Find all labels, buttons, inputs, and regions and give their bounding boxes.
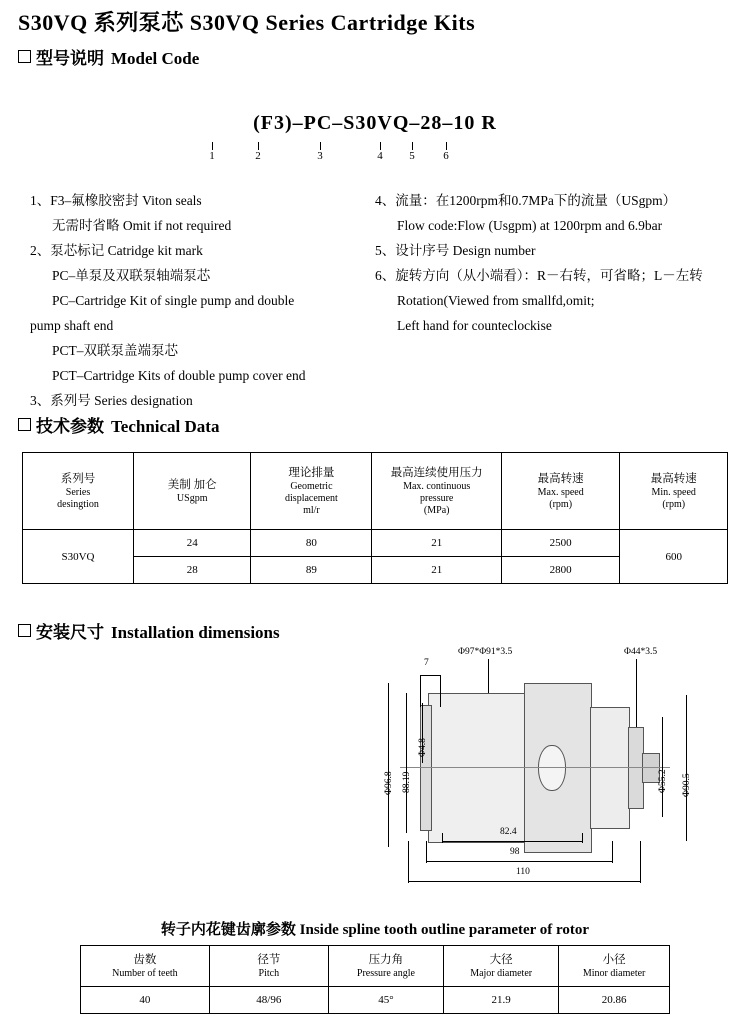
dim-line-824 — [442, 841, 582, 842]
note-line: Flow code:Flow (Usgpm) at 1200rpm and 6.9bar — [397, 218, 663, 233]
cell-pressure: 21 — [372, 530, 501, 557]
note-line: 4、流量：在1200rpm和0.7MPa下的流量（USgpm） — [375, 193, 677, 208]
th-teeth-cn: 齿数 — [133, 953, 157, 966]
section-technical-en: Technical Data — [111, 417, 220, 436]
ext-line-b5 — [408, 841, 409, 883]
th-pitch — [209, 946, 328, 987]
cell-max-speed: 2500 — [501, 530, 619, 557]
dim-phi905: Φ90.5 — [682, 773, 692, 797]
dim-phi48: Φ4.8 — [418, 738, 428, 757]
th-min-speed-en2: (rpm) — [662, 498, 686, 510]
th-pressure-en1: Max. continuous — [403, 480, 471, 492]
section-technical-cn: 技术参数 — [36, 417, 104, 436]
th-series-en1: Series — [65, 486, 91, 498]
model-code-markers — [190, 142, 480, 164]
dim-824: 82.4 — [500, 827, 517, 837]
dim-line-110 — [408, 881, 640, 882]
th-displacement-cn: 理论排量 — [288, 466, 335, 479]
marker-4: 4 — [377, 150, 383, 162]
pump-center-circle — [538, 745, 566, 791]
note-phi44: Φ44*3.5 — [624, 647, 658, 657]
th-pressure-cn: 最高连续使用压力 — [390, 466, 483, 479]
tick-2 — [258, 142, 259, 150]
dim-phi552: Φ55.2 — [658, 769, 668, 793]
note-line: PC–Cartridge Kit of single pump and double — [52, 293, 295, 308]
th-pressure — [372, 453, 501, 530]
pump-body-main — [428, 693, 526, 843]
tick-3 — [320, 142, 321, 150]
th-major-diameter-cn: 大径 — [489, 953, 513, 966]
marker-1: 1 — [209, 150, 215, 162]
ext-line-b1 — [442, 833, 443, 843]
leader-phi44 — [636, 659, 637, 727]
note-line: 5、设计序号 Design number — [375, 243, 536, 258]
cell-pressure: 21 — [372, 557, 501, 584]
dim-110: 110 — [516, 867, 530, 877]
dim-line-top-7 — [420, 675, 440, 676]
section-installation — [18, 618, 280, 643]
th-minor-diameter — [559, 946, 670, 987]
th-teeth-en: Number of teeth — [112, 967, 178, 979]
th-minor-diameter-en: Minor diameter — [582, 967, 646, 979]
installation-drawing — [380, 645, 740, 905]
model-notes-right — [375, 188, 735, 338]
spline-parameter-table — [80, 945, 670, 1014]
dim-line-phi552 — [662, 717, 663, 817]
section-model-code-en: Model Code — [111, 49, 200, 68]
tick-4 — [380, 142, 381, 150]
tick-1 — [212, 142, 213, 150]
bullet-square-icon — [18, 624, 31, 637]
note-line: PC–单泵及双联泵轴端泵芯 — [52, 268, 211, 283]
cell-usgpm: 24 — [134, 530, 251, 557]
dim-top-7: 7 — [424, 658, 429, 668]
th-teeth — [81, 946, 210, 987]
th-displacement-en1: Geometric — [290, 480, 333, 492]
th-max-speed-en2: (rpm) — [549, 498, 573, 510]
ext-line-7-b — [440, 675, 441, 707]
technical-data-table — [22, 452, 728, 584]
section-technical-data — [18, 412, 219, 437]
cell-displacement: 89 — [251, 557, 372, 584]
th-displacement-en3: ml/r — [303, 504, 320, 516]
tick-5 — [412, 142, 413, 150]
model-notes-left — [30, 188, 370, 413]
cell-displacement: 80 — [251, 530, 372, 557]
leader-phi97 — [488, 659, 489, 693]
table-row — [23, 530, 728, 557]
ext-line-b3 — [426, 841, 427, 863]
section-model-code-cn: 型号说明 — [36, 49, 104, 68]
spline-section-title: 转子内花键齿廓参数 Inside spline tooth outline parameter of rotor — [160, 922, 590, 938]
pump-body-right — [590, 707, 630, 829]
th-displacement-en2: displacement — [285, 492, 338, 504]
tick-6 — [446, 142, 447, 150]
ext-line-b4 — [612, 841, 613, 863]
ext-line-7-a — [420, 675, 421, 707]
th-usgpm — [134, 453, 251, 530]
cell-minor-diameter: 20.86 — [559, 987, 670, 1014]
th-pressure-en3: (MPa) — [423, 504, 450, 516]
dim-line-8819 — [406, 693, 407, 833]
th-min-speed-en1: Min. speed — [651, 486, 696, 498]
note-line: 无需时省略 Omit if not required — [52, 218, 232, 233]
cell-pressure-angle: 45° — [328, 987, 443, 1014]
th-min-speed — [620, 453, 728, 530]
th-pressure-angle-cn: 压力角 — [368, 953, 404, 966]
th-pressure-en2: pressure — [420, 492, 454, 504]
marker-5: 5 — [409, 150, 415, 162]
section-installation-cn: 安装尺寸 — [36, 623, 104, 642]
note-line: PCT–Cartridge Kits of double pump cover end — [52, 368, 306, 383]
th-max-speed-en1: Max. speed — [537, 486, 584, 498]
cell-major-diameter: 21.9 — [444, 987, 559, 1014]
ext-line-b6 — [640, 841, 641, 883]
dim-phi968: Φ96.8 — [384, 771, 394, 795]
note-line: 6、旋转方向（从小端看）：R－右转，可省略；L－左转 — [375, 268, 703, 283]
cell-teeth: 40 — [81, 987, 210, 1014]
cell-pitch: 48/96 — [209, 987, 328, 1014]
th-max-speed — [501, 453, 619, 530]
cell-series: S30VQ — [23, 530, 134, 584]
th-usgpm-cn: 美制 加仑 — [167, 478, 217, 491]
dim-line-phi968 — [388, 683, 389, 847]
note-line: 2、泵芯标记 Catridge kit mark — [30, 243, 203, 258]
section-model-code — [18, 44, 199, 69]
marker-6: 6 — [443, 150, 449, 162]
th-minor-diameter-cn: 小径 — [602, 953, 626, 966]
table-row — [81, 987, 670, 1014]
table-header-row — [81, 946, 670, 987]
th-series-cn: 系列号 — [60, 472, 96, 485]
th-pitch-en: Pitch — [258, 967, 280, 979]
note-line: Left hand for counteclockise — [397, 318, 552, 333]
th-series-en2: desingtion — [57, 498, 99, 510]
th-pressure-angle — [328, 946, 443, 987]
section-installation-en: Installation dimensions — [111, 623, 280, 642]
th-min-speed-cn: 最高转速 — [650, 472, 697, 485]
note-line: PCT–双联泵盖端泵芯 — [52, 343, 179, 358]
marker-2: 2 — [255, 150, 261, 162]
model-code-string: (F3)–PC–S30VQ–28–10 R — [253, 112, 497, 134]
note-line: 1、F3–氟橡胶密封 Viton seals — [30, 193, 202, 208]
th-max-speed-cn: 最高转速 — [537, 472, 584, 485]
bullet-square-icon — [18, 418, 31, 431]
note-line: Rotation(Viewed from smallfd,omit; — [397, 293, 595, 308]
center-line — [400, 767, 670, 768]
th-usgpm-en: USgpm — [176, 492, 208, 504]
dim-98: 98 — [510, 847, 520, 857]
th-series — [23, 453, 134, 530]
dim-8819: 88.19 — [402, 771, 412, 793]
bullet-square-icon — [18, 50, 31, 63]
th-pitch-cn: 径节 — [257, 953, 281, 966]
dim-line-phi905 — [686, 695, 687, 841]
table-header-row — [23, 453, 728, 530]
th-major-diameter-en: Major diameter — [470, 967, 533, 979]
cell-usgpm: 28 — [134, 557, 251, 584]
marker-3: 3 — [317, 150, 323, 162]
th-displacement — [251, 453, 372, 530]
note-line: pump shaft end — [30, 318, 114, 333]
th-major-diameter — [444, 946, 559, 987]
cell-max-speed: 2800 — [501, 557, 619, 584]
th-pressure-angle-en: Pressure angle — [356, 967, 415, 979]
page-title: S30VQ 系列泵芯 S30VQ Series Cartridge Kits — [18, 10, 476, 35]
dim-line-98 — [426, 861, 612, 862]
cell-min-speed: 600 — [620, 530, 728, 584]
note-line: 3、系列号 Series designation — [30, 393, 193, 408]
note-phi97: Φ97*Φ91*3.5 — [458, 647, 513, 657]
ext-line-b2 — [582, 833, 583, 843]
